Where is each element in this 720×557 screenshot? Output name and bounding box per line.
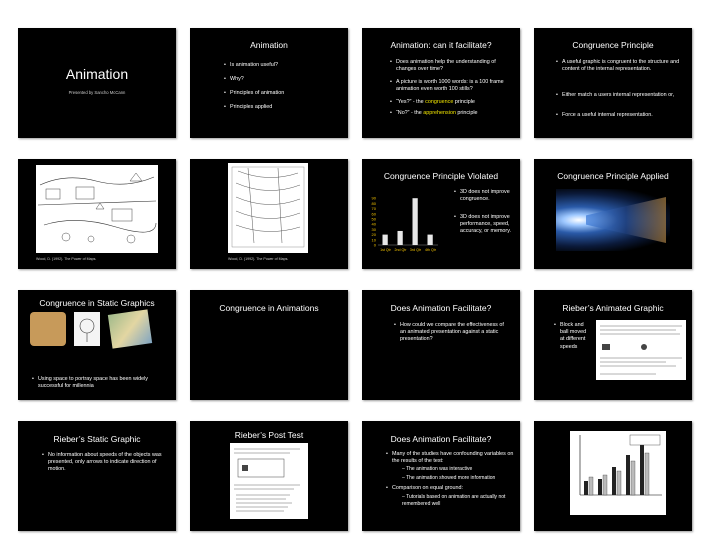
slide-10[interactable]	[190, 290, 348, 400]
universe-timeline-image	[556, 189, 670, 251]
slide-title: Rieber’s Post Test	[234, 430, 304, 440]
x-tick-label: 4th Qtr	[425, 248, 436, 252]
slide-title: Rieber’s Animated Graphic	[562, 303, 664, 313]
bullet: Is animation useful?	[230, 62, 278, 68]
bullet: No information about speeds of the objects was presented, only arrows to indicate direction of motion.	[48, 452, 162, 473]
bullet: Principles applied	[230, 104, 273, 110]
sub-bullet: – The animation showed more information	[402, 475, 496, 481]
bullet-text: principle	[455, 110, 478, 116]
painted-map-image	[108, 309, 152, 348]
y-tick-label: 90	[371, 195, 376, 201]
timeline-cone	[586, 197, 666, 243]
bullet: 3D does not improve performance, speed, accuracy, or memory.	[460, 214, 512, 235]
slide-title: Congruence in Animations	[219, 303, 319, 313]
slide-13[interactable]: Rieber’s Static Graphic • No information about speeds of the objects was presented, only arrows to indicate direction of motion.	[18, 421, 176, 531]
bullet: A picture is worth 1000 words: is a 100 frame animation even worth 100 stills?	[396, 79, 504, 93]
figure-caption: Wood, D. (1992). The Power of Maps.	[228, 257, 289, 261]
y-tick-label: 70	[371, 206, 376, 212]
y-tick-label: 80	[371, 200, 376, 206]
animated-graphic-screenshot	[596, 320, 686, 380]
slide-title: Congruence Principle Applied	[557, 171, 669, 181]
slide-9[interactable]: Congruence in Static Graphics • Using space to portray space has been widely successful for millennia	[18, 290, 176, 400]
slide-15[interactable]: Does Animation Facilitate? • Many of the studies have confounding variables on the results of the test: – The animation was interactive – The animation showed more information • Comparison on equal ground: – Tutorials based on animation are actually not remembered well	[362, 421, 520, 531]
bullet: Principles of animation	[230, 90, 285, 96]
bullet-text: “Yes?” - the	[396, 99, 426, 105]
highlight-term: apprehension	[423, 110, 456, 116]
slide-title: Rieber’s Static Graphic	[53, 434, 141, 444]
sketch-map-illustration	[36, 165, 158, 253]
y-tick-label: 30	[371, 226, 376, 232]
bullet: Why?	[230, 76, 244, 82]
bullet: Many of the studies have confounding variables on the results of the test:	[392, 451, 514, 465]
slide-3[interactable]: Animation: can it facilitate? • Does animation help the understanding of changes over time? • A picture is worth 1000 words: is a 100 frame animation even worth 100 stills? • “Yes?” - the congruence principle • “No?” - the apprehension principle	[362, 28, 520, 138]
y-tick-label: 60	[371, 211, 376, 217]
diagram-image	[74, 312, 100, 346]
bullet-text: principle	[453, 99, 475, 105]
y-tick-label: 0	[373, 242, 376, 248]
post-test-screenshot	[230, 443, 308, 519]
highlight-term: congruence	[425, 99, 454, 105]
y-tick-label: 50	[371, 216, 376, 222]
slide-title: Congruence in Static Graphics	[39, 298, 155, 308]
slide-12[interactable]: Rieber’s Animated Graphic • Block and ball moved at different speeds	[534, 290, 692, 400]
bullet: A useful graphic is congruent to the structure and content of the internal representation.	[562, 59, 680, 73]
bullet: 3D does not improve congruence.	[460, 189, 510, 203]
bar-chart	[364, 189, 444, 259]
slide-5[interactable]	[18, 159, 176, 269]
street-map-illustration	[228, 163, 308, 253]
bullet: Does animation help the understanding of changes over time?	[396, 59, 496, 73]
street-map-figure	[228, 163, 308, 253]
slide-14[interactable]	[190, 421, 348, 531]
x-tick-label: 2nd Qtr	[394, 248, 407, 252]
slide-6[interactable]	[190, 159, 348, 269]
slide-16[interactable]	[534, 421, 692, 531]
slide-title: Animation: can it facilitate?	[390, 40, 492, 50]
slide-title: Does Animation Facilitate?	[390, 434, 492, 444]
figure-caption: Wood, D. (1992). The Power of Maps.	[36, 257, 97, 261]
y-tick-label: 20	[371, 232, 376, 238]
bullet: Using space to portray space has been widely successful for millennia	[38, 376, 148, 390]
results-bar-chart-image	[570, 431, 666, 515]
bar	[413, 198, 418, 245]
y-tick-label: 10	[371, 237, 376, 243]
slide-title: Congruence Principle	[572, 40, 654, 50]
clay-tablet-image	[30, 312, 66, 346]
sketch-map-figure	[36, 165, 158, 253]
slide-2[interactable]: Animation • Is animation useful? • Why? • Principles of animation • Principles applied	[190, 28, 348, 138]
bar	[383, 235, 388, 245]
presenter-name: Presented by Sancho McCann	[68, 90, 126, 95]
bullet: How could we compare the effectiveness of an animated presentation against a static presentation?	[400, 322, 504, 343]
slide-7[interactable]: Congruence Principle Violated 90 80 70 60 50 40 30 20 10 0 1st Qtr 2nd Qtr 3rd Qtr 4th Qtr • 3D does not improve congruence. • 3D does not improve performance, speed, accuracy, or memory.	[362, 159, 520, 269]
slide-title: Animation	[65, 66, 129, 82]
bullet-text: “No?” - the	[396, 110, 424, 116]
bullet: Force a useful internal representation.	[562, 112, 653, 118]
sub-bullet: – Tutorials based on animation are actually not remembered well	[402, 494, 506, 507]
bar	[398, 231, 403, 245]
bullet: Comparison on equal ground:	[392, 485, 464, 491]
y-tick-label: 40	[371, 221, 376, 227]
bullet: Either match a users internal representation or,	[562, 92, 675, 98]
sub-bullet: – The animation was interactive	[402, 466, 473, 472]
x-tick-label: 1st Qtr	[380, 248, 391, 252]
slide-4[interactable]: Congruence Principle • A useful graphic is congruent to the structure and content of the internal representation. • Either match a users internal representation or, • Force a useful internal representation.	[534, 28, 692, 138]
slide-8[interactable]	[534, 159, 692, 269]
slide-title: Does Animation Facilitate?	[390, 303, 492, 313]
slide-11[interactable]: Does Animation Facilitate? • How could we compare the effectiveness of an animated presentation against a static presentation?	[362, 290, 520, 400]
bar	[428, 235, 433, 245]
bullet: Block and ball moved at different speeds	[560, 322, 587, 350]
x-tick-label: 3rd Qtr	[409, 248, 422, 252]
slide-title: Congruence Principle Violated	[383, 171, 499, 181]
slide-title: Animation	[250, 40, 288, 50]
slide-1[interactable]	[18, 28, 176, 138]
